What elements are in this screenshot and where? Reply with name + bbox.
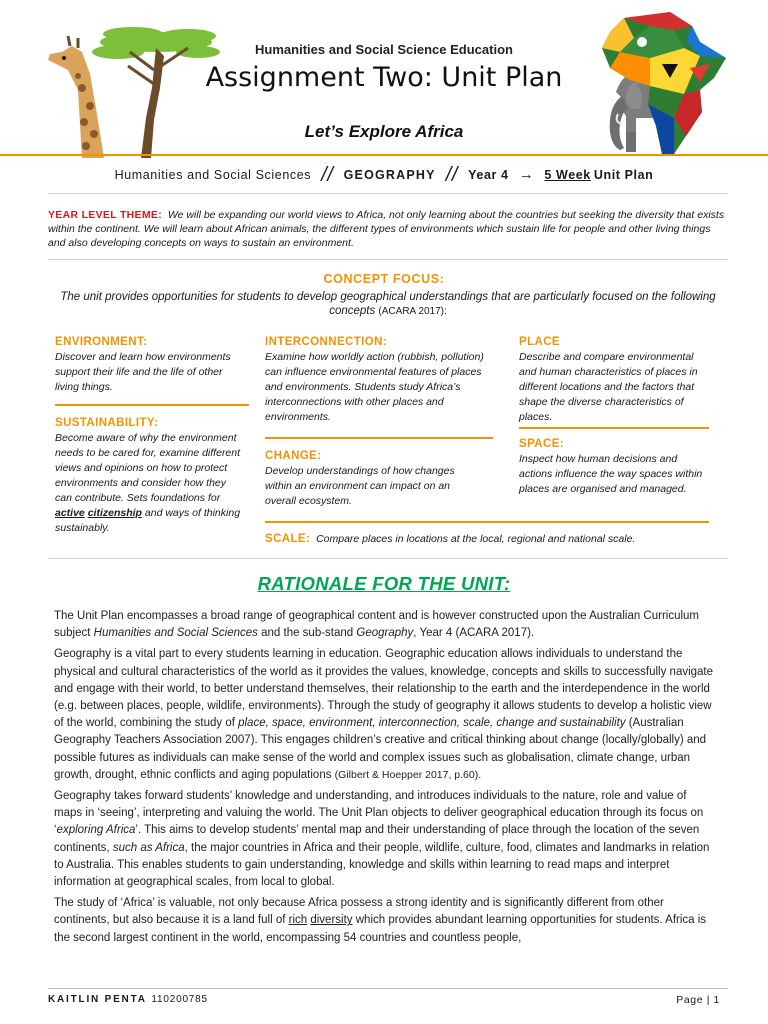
theme-label: YEAR LEVEL THEME: [48, 209, 163, 221]
concept-title: SCALE: [265, 533, 311, 545]
theme-text: We will be expanding our world views to Africa, not only learning about the countries but seeking the diversity that exists within the continent. We will learn about African animals, the different types of environments which sustain life for people and other living things and also developing concepts on ways to sustain an environment. [48, 209, 725, 249]
concept-divider [55, 404, 249, 406]
concept-title: CHANGE: [265, 450, 322, 462]
concept-text: Discover and learn how environments support their life and the life of other living things. [55, 351, 231, 393]
concept-title: ENVIRONMENT: [55, 336, 148, 348]
concept-environment [55, 335, 245, 395]
rationale-heading: RATIONALE FOR THE UNIT: [257, 573, 511, 594]
author-name: KAITLIN PENTA [48, 994, 147, 1005]
concept-place [519, 335, 711, 425]
concept-text: Become aware of why the environment needs to be cared for, examine different views and opinions on how to protect environments and consider how they can contribute. Sets foundations for active citizenship and ways of thinking sustainably. [55, 432, 241, 534]
subject-duration: 5 Week [544, 168, 591, 182]
concept-focus-intro [48, 290, 728, 319]
student-id: 110200785 [151, 994, 208, 1005]
concept-change [265, 449, 483, 509]
rationale-paragraph: Geography takes forward students’ knowledge and understanding, and introduces individuals to the nature, role and value of maps in ‘seeing’, interpreting and valuing the world. The Unit Plan objects to deliver geographical education through its focus on ‘exploring Africa’. This aims to develop students’ mental map and their understanding of place through the location of the seven continents, such as Africa, the major countries in Africa and their people, wildlife, culture, food, climates and landmarks in relation to Australia. This enables students to gain understanding, knowledge and skills within learning to read maps and interpret information at geographical scales, from local to global. [54, 790, 710, 889]
subject-separator: // [321, 164, 334, 186]
concept-sustainability [55, 416, 245, 536]
subject-year: Year 4 [468, 168, 509, 182]
year-level-theme [48, 208, 728, 250]
rationale-paragraph: The Unit Plan encompasses a broad range of geographical content and is however constructed upon the Australian Curriculum subject Humanities and Social Sciences and the sub-stand Geography, Year 4 (ACARA 2017). [54, 610, 700, 640]
concept-emphasis: active [55, 507, 85, 519]
subject-strand: GEOGRAPHY [343, 168, 436, 182]
page-title: Assignment Two: Unit Plan [205, 62, 563, 93]
concept-scale [265, 532, 715, 547]
footer-divider [48, 988, 728, 989]
concept-focus-heading: CONCEPT FOCUS: [323, 272, 445, 286]
concept-text: Inspect how human decisions and actions influence the way spaces within places are organised and managed. [519, 453, 703, 495]
subject-separator: // [445, 164, 459, 186]
header-tagline: Let’s Explore Africa [304, 122, 464, 141]
arrow-icon: → [518, 166, 535, 183]
rationale-body [54, 608, 714, 951]
concept-title: PLACE [519, 336, 560, 348]
header-divider [0, 154, 768, 156]
rationale-paragraph: Geography is a vital part to every students learning in education. Geographic education allows individuals to understand the physical and cultural characteristics of the world as it provides the values, knowledge, concepts and skills to successfully navigate and engage with their world, to better understand themselves, their relationship to the earth and the interdependence in the world (e.g. between places, people, wildlife, environments). Through the study of geography it allows students to develop a holistic view of the world, combining the study of place, space, environment, interconnection, scale, change and sustainability (Australian Geography Teachers Association 2007). This engages children’s creative and critical thinking about change (locally/globally) and possible futures as individuals can make sense of the world and complex issues such as globalisation, climate change, urban growth, drought, ethnic conflicts and aging populations (Gilbert & Hoepper 2017, p.60). [54, 648, 714, 781]
subject-bar [0, 164, 768, 187]
subject-name: Humanities and Social Sciences [114, 168, 312, 182]
concept-emphasis: citizenship [87, 507, 142, 519]
concept-bottom-divider [48, 558, 728, 559]
concept-divider [265, 521, 709, 523]
concept-text: Describe and compare environmental and human characteristics of places in different locations and the factors that shape the diverse characteristics of places. [519, 351, 698, 423]
concept-title: INTERCONNECTION: [265, 336, 388, 348]
concept-text: Compare places in locations at the local, regional and national scale. [316, 533, 636, 545]
concept-divider [265, 437, 493, 439]
concept-text: Develop understandings of how changes within an environment can impact on an overall ecosystem. [265, 465, 455, 507]
subject-divider [48, 193, 728, 194]
rationale-paragraph: The study of ‘Africa’ is valuable, not only because Africa possess a strong identity and is significantly different from other continents, but also because it is a land full of rich diversity which provides abundant learning opportunities for students. Africa is the second largest continent in the world, encompassing 54 countries and countless people, [54, 897, 707, 944]
concept-text: Examine how worldly action (rubbish, pollution) can influence environmental features of places and environments. Students study Africa’s interconnections with other places and environments. [265, 351, 484, 423]
concept-interconnection [265, 335, 497, 425]
concept-divider [519, 427, 709, 429]
theme-divider [48, 259, 728, 260]
footer-author [48, 994, 208, 1005]
concept-title: SUSTAINABILITY: [55, 417, 159, 429]
concept-space [519, 437, 711, 497]
header-subtitle: Humanities and Social Science Education [255, 42, 513, 57]
concept-intro-citation: (ACARA 2017): [378, 306, 447, 317]
concept-intro-text: The unit provides opportunities for students to develop geographical understandings that are particularly focused on the following concepts [60, 291, 716, 317]
page-number: Page | 1 [676, 994, 720, 1006]
concept-title: SPACE: [519, 438, 564, 450]
subject-plan: Unit Plan [593, 168, 654, 182]
